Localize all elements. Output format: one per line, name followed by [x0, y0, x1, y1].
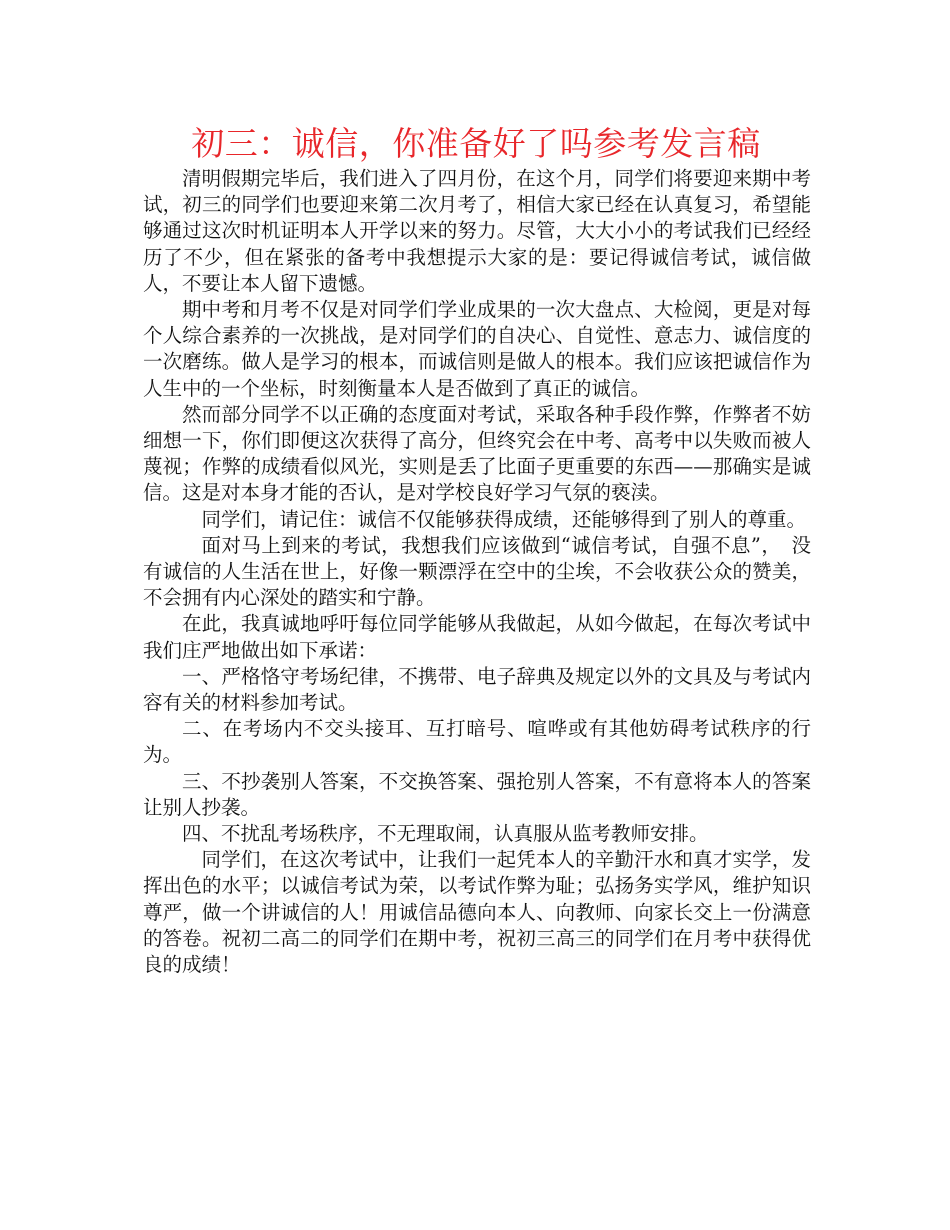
document-body: [143, 166, 811, 978]
paragraph-appeal: 在此，我真诚地呼吁每位同学能够从我做起，从如今做起，在每次考试中我们庄严地做出如下承诺：: [143, 612, 811, 662]
pledge-item-2: 二、在考场内不交头接耳、互打暗号、喧哗或有其他妨碍考试秩序的行为。: [143, 717, 811, 767]
paragraph-cheating: 然而部分同学不以正确的态度面对考试，采取各种手段作弊，作弊者不妨细想一下，你们即便这次获得了高分，但终究会在中考、高考中以失败而被人蔑视；作弊的成绩看似风光，实则是丢了比面子更重要的东西——那确实是诚信。这是对本身才能的否认，是对学校良好学习气氛的亵渎。: [143, 402, 811, 505]
paragraph-upcoming-exam: 面对马上到来的考试，我想我们应该做到“诚信考试，自强不息”， 没有诚信的人生活在世上，好像一颗漂浮在空中的尘埃，不会收获公众的赞美，不会拥有内心深处的踏实和宁静。: [143, 533, 811, 610]
pledge-item-1: 一、严格恪守考场纪律，不携带、电子辞典及规定以外的文具及与考试内容有关的材料参加考试。: [143, 664, 811, 715]
pledge-item-4: 四、不扰乱考场秩序，不无理取闹，认真服从监考教师安排。: [182, 822, 709, 846]
paragraph-intro: 清明假期完毕后，我们进入了四月份，在这个月，同学们将要迎来期中考试，初三的同学们也要迎来第二次月考了，相信大家已经在认真复习，希望能够通过这次时机证明本人开学以来的努力。尽管，大大小小的考试我们已经经历了不少，但在紧张的备考中我想提示大家的是：要记得诚信考试，诚信做人，不要让本人留下遗憾。: [143, 167, 811, 295]
paragraph-closing: 同学们，在这次考试中，让我们一起凭本人的辛勤汗水和真才实学，发挥出色的水平；以诚信考试为荣，以考试作弊为耻；弘扬务实学风，维护知识尊严，做一个讲诚信的人！用诚信品德向本人、向教师、向家长交上一份满意的答卷。祝初二高二的同学们在期中考，祝初三高三的同学们在月考中获得优良的成绩！: [143, 848, 811, 977]
document-title: 初三：诚信，你准备好了吗参考发言稿: [191, 124, 761, 163]
paragraph-remember: 同学们，请记住：诚信不仅能够获得成绩，还能够得到了别人的尊重。: [201, 507, 807, 531]
pledge-item-3: 三、不抄袭别人答案，不交换答案、强抢别人答案，不有意将本人的答案让别人抄袭。: [143, 769, 811, 819]
paragraph-exam-meaning: 期中考和月考不仅是对同学们学业成果的一次大盘点、大检阅，更是对每个人综合素养的一次挑战，是对同学们的自决心、自觉性、意志力、诚信度的一次磨练。做人是学习的根本，而诚信则是做人的根本。我们应该把诚信作为人生中的一个坐标，时刻衡量本人是否做到了真正的诚信。: [143, 298, 811, 400]
